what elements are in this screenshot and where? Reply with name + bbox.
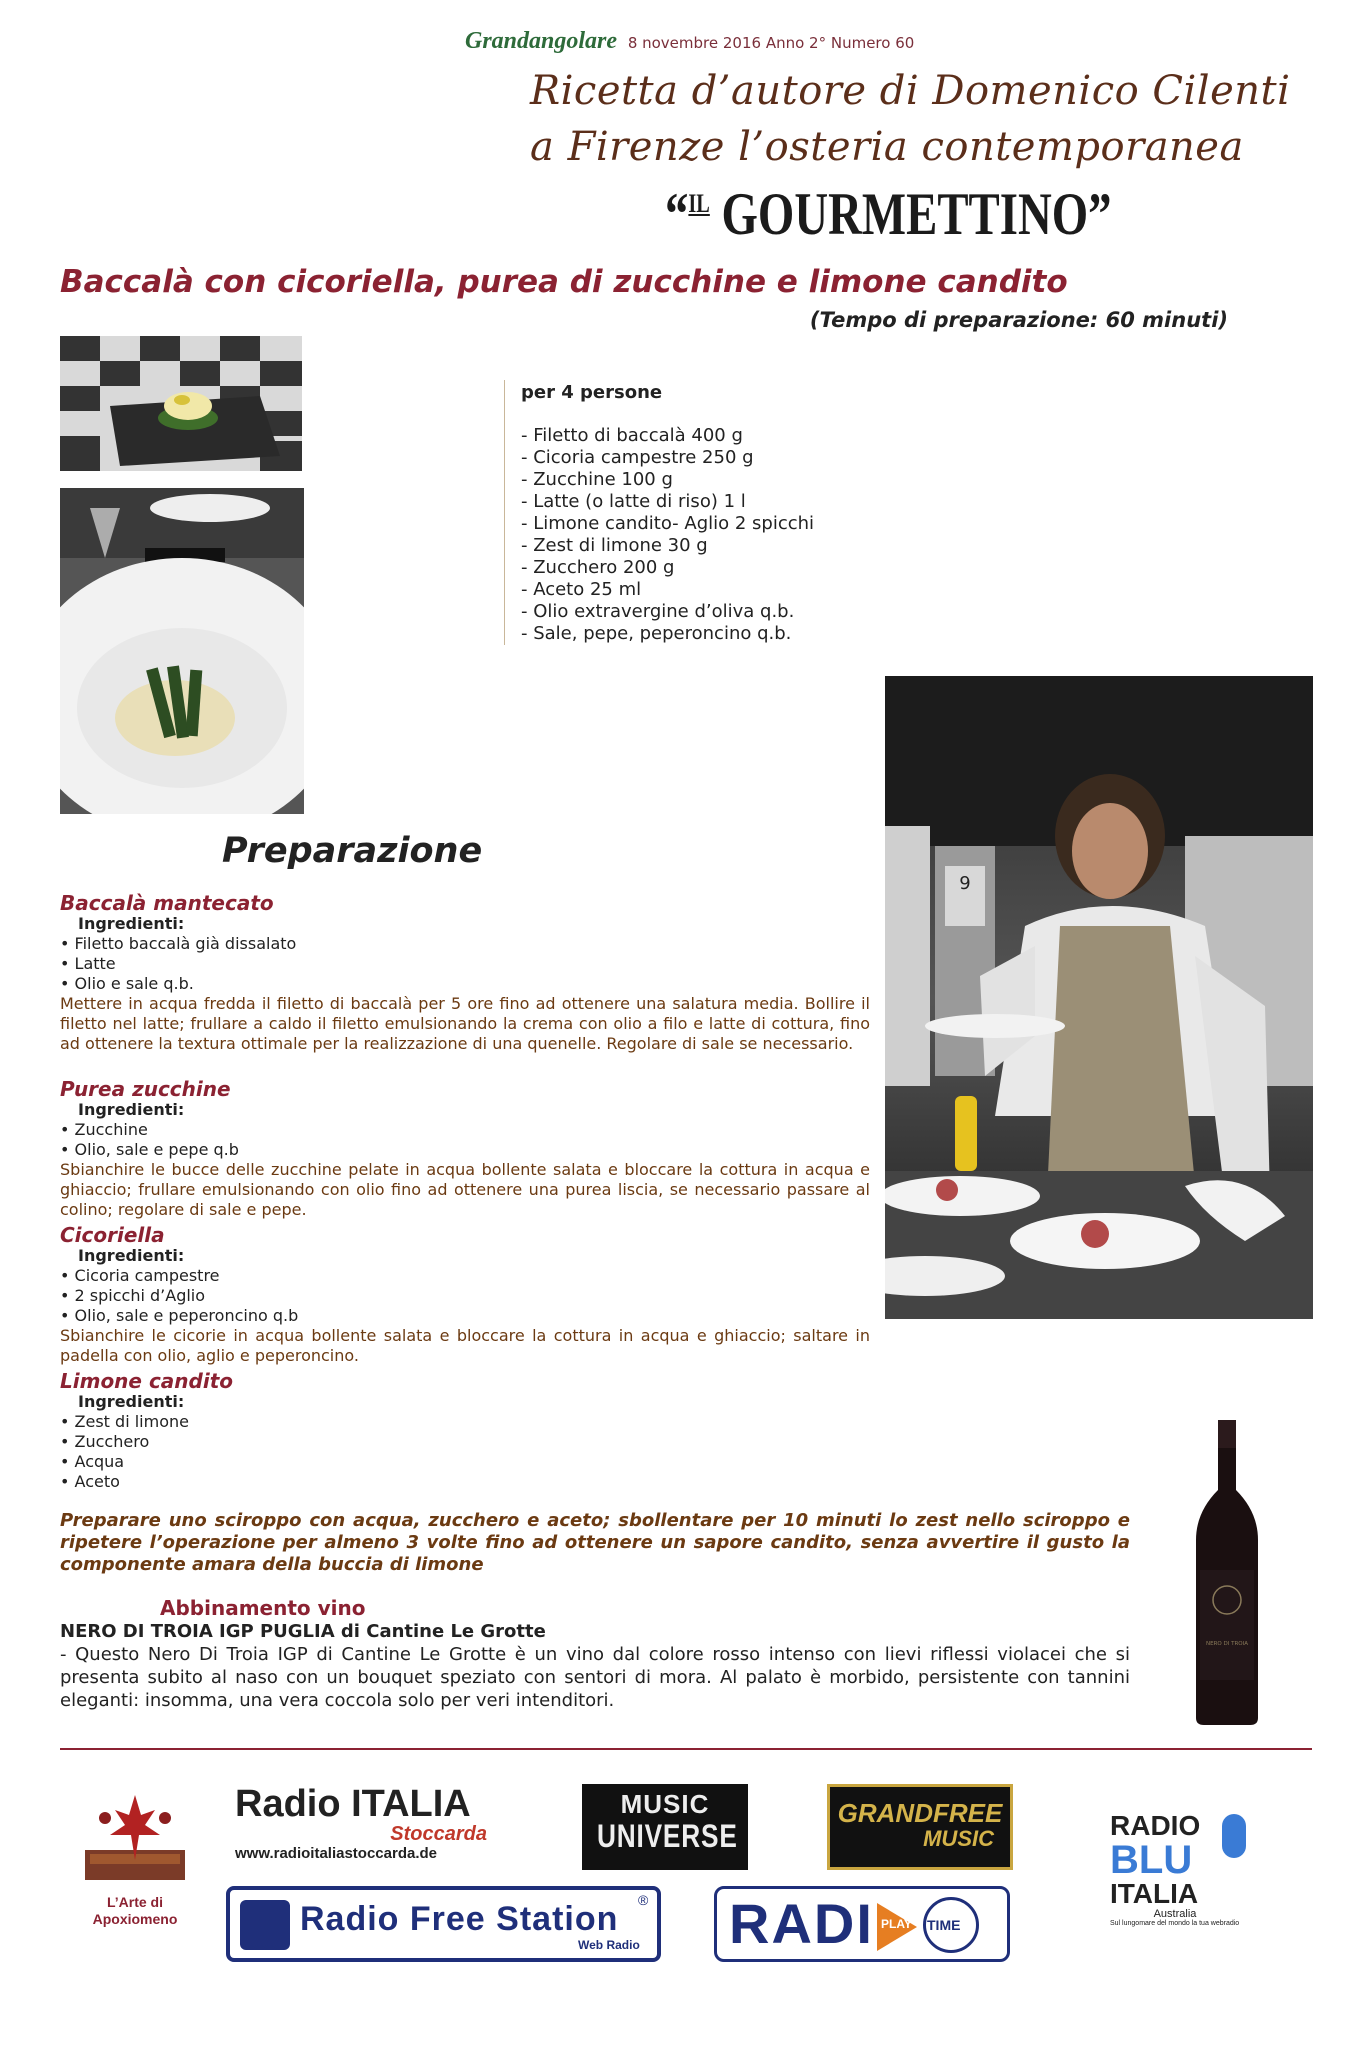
rfs-title: Radio Free Station [300, 1900, 619, 1938]
radio-playtime-logo [714, 1886, 1010, 1962]
list-item: • Filetto baccalà già dissalato [60, 934, 870, 954]
ingredient-item: - Zest di limone 30 g [521, 535, 708, 556]
radio-blu-line2: BLU [1110, 1838, 1193, 1882]
grandfree-music-logo [827, 1784, 1013, 1870]
list-item: • Olio e sale q.b. [60, 974, 870, 994]
dish-photo-bowl [60, 488, 304, 814]
section-title: Baccalà mantecato [60, 891, 274, 915]
recipe-title: Baccalà con cicoriella, purea di zucchine e limone candito [60, 264, 1068, 300]
ingredient-item: - Limone candito- Aglio 2 spicchi [521, 513, 815, 534]
music-universe-line1: MUSIC [620, 1789, 710, 1819]
section-ingredients [60, 934, 870, 994]
radio-blu-line3: ITALIA [1110, 1878, 1199, 1909]
quote-close: ” [1088, 181, 1112, 247]
wine-name: NERO DI TROIA IGP PUGLIA di Cantine Le Grotte [60, 1621, 546, 1642]
radio-italia-stoccarda-logo [235, 1784, 497, 1870]
section-limone [60, 1370, 870, 1492]
section-baccala [60, 892, 870, 1054]
restaurant-name [665, 180, 1112, 249]
ingredient-item: - Filetto di baccalà 400 g [521, 425, 743, 446]
playtime-radi: RADI [729, 1892, 874, 1955]
masthead [465, 28, 914, 55]
radio-blu-tagline: Sul lungomare del mondo la tua webradio [1110, 1920, 1240, 1927]
section-cicoriella [60, 1224, 870, 1366]
chef-photo [885, 676, 1313, 1319]
footer-divider [60, 1748, 1312, 1750]
issue-info: 8 novembre 2016 Anno 2° Numero 60 [627, 34, 915, 52]
syrup-instructions: Preparare uno sciroppo con acqua, zucchero e aceto; sbollentare per 10 minuti lo zest nello sciroppo e ripetere l’operazione per almeno 3 volte fino ad ottenere un sapore candito, senza avvertire il gusto la componente amara della buccia di limone [60, 1510, 1130, 1575]
section-purea [60, 1078, 870, 1220]
section-ingredients [60, 1412, 870, 1492]
wine-bottle-image [1192, 1420, 1262, 1725]
ingredient-item: - Zucchero 200 g [521, 557, 675, 578]
rfs-subtitle: Web Radio [578, 1938, 640, 1952]
ingredient-item: - Aceto 25 ml [521, 579, 642, 600]
list-item: • Acqua [60, 1452, 870, 1472]
list-item: • Olio, sale e peperoncino q.b [60, 1306, 870, 1326]
microphone-icon [1222, 1814, 1246, 1858]
list-item: • 2 spicchi d’Aglio [60, 1286, 870, 1306]
grandfree-line2: MUSIC [923, 1826, 994, 1851]
section-subheading: Ingredienti: [78, 1392, 185, 1411]
section-ingredients [60, 1266, 870, 1326]
list-item: • Zucchine [60, 1120, 870, 1140]
publication-name: Grandangolare [465, 28, 618, 54]
section-instructions: Sbianchire le cicorie in acqua bollente salata e bloccare la cottura in acqua e ghiaccio; saltare in padella con olio, aglio e peperoncino. [60, 1326, 870, 1365]
preparation-heading: Preparazione [222, 831, 483, 871]
italia-word: ITALIA [351, 1783, 471, 1825]
list-item: • Olio, sale e pepe q.b [60, 1140, 870, 1160]
music-universe-line2: UNIVERSE [596, 1818, 738, 1854]
headline-line-2: a Firenze l’osteria contemporanea [530, 124, 1244, 170]
list-item: • Zucchero [60, 1432, 870, 1452]
playtime-time: TIME [927, 1917, 961, 1933]
ingredient-item: - Latte (o latte di riso) 1 l [521, 491, 746, 512]
section-subheading: Ingredienti: [78, 1246, 185, 1265]
servings: per 4 persone [521, 382, 663, 403]
section-instructions: Sbianchire le bucce delle zucchine pelate in acqua bollente salata e bloccare la cottura in acqua e ghiaccio; frullare emulsionando con olio fino ad ottenere una purea liscia, se necessario passare al colino; regolare di sale e pepe. [60, 1160, 870, 1219]
section-instructions: Mettere in acqua fredda il filetto di baccalà per 5 ore fino ad ottenere una salatura media. Bollire il filetto nel latte; frullare a caldo il filetto emulsionando la crema con olio a filo e latte di cottura, fino ad ottenere la textura ottimale per la realizzazione di una quenelle. Regolare di sale se necessario. [60, 994, 870, 1053]
rfs-emblem-icon [240, 1900, 290, 1950]
restaurant-name-text: GOURMETTINO [721, 181, 1089, 247]
list-item: • Aceto [60, 1472, 870, 1492]
apoxiomeno-logo [75, 1790, 195, 1940]
bottle-label: NERO DI TROIA [1206, 1641, 1248, 1647]
section-subheading: Ingredienti: [78, 914, 185, 933]
radio-blu-italia-logo [1110, 1812, 1270, 1942]
ingredients-box [504, 380, 924, 645]
quote-open: “ [665, 181, 689, 247]
door-number: 9 [959, 873, 971, 894]
wine-heading: Abbinamento vino [160, 1596, 366, 1620]
section-ingredients [60, 1120, 870, 1160]
section-subheading: Ingredienti: [78, 1100, 185, 1119]
headline-line-1: Ricetta d’autore di Domenico Cilenti [530, 68, 1291, 114]
music-universe-logo [582, 1784, 748, 1870]
radio-free-station-logo [226, 1886, 661, 1962]
list-item: • Latte [60, 954, 870, 974]
playtime-play: PLAY [881, 1917, 912, 1931]
restaurant-prefix: IL [688, 189, 710, 218]
grandfree-line1: GRANDFREE [837, 1798, 1003, 1828]
registered-mark: ® [638, 1892, 649, 1908]
wine-description: - Questo Nero Di Troia IGP di Cantine Le Grotte è un vino dal colore rosso intenso con lievi riflessi violacei che si presenta subito al naso con un bouquet speziato con sentori di mora. Al palato è morbido, persistente con tannini eleganti: insomma, una vera coccola solo per veri intenditori. [60, 1644, 1130, 1711]
section-title: Purea zucchine [60, 1077, 231, 1101]
dish-photo-slate [60, 336, 302, 471]
prep-time: (Tempo di preparazione: 60 minuti) [809, 308, 1228, 332]
radio-word: Radio [235, 1783, 341, 1825]
ingredient-item: - Olio extravergine d’oliva q.b. [521, 601, 795, 622]
ingredient-item: - Sale, pepe, peperoncino q.b. [521, 623, 792, 644]
ingredient-item: - Zucchine 100 g [521, 469, 673, 490]
list-item: • Cicoria campestre [60, 1266, 870, 1286]
ingredients-list [521, 425, 924, 645]
section-title: Cicoriella [60, 1223, 165, 1247]
radio-italia-url: www.radioitaliastoccarda.de [235, 1845, 438, 1862]
radio-blu-line1: RADIO [1110, 1810, 1201, 1841]
stoccarda-word: Stoccarda [390, 1823, 487, 1845]
ingredient-item: - Cicoria campestre 250 g [521, 447, 754, 468]
radio-blu-country: Australia [1153, 1908, 1197, 1920]
section-title: Limone candito [60, 1369, 234, 1393]
apoxiomeno-text: L’Arte di Apoxiomeno [92, 1894, 178, 1927]
list-item: • Zest di limone [60, 1412, 870, 1432]
